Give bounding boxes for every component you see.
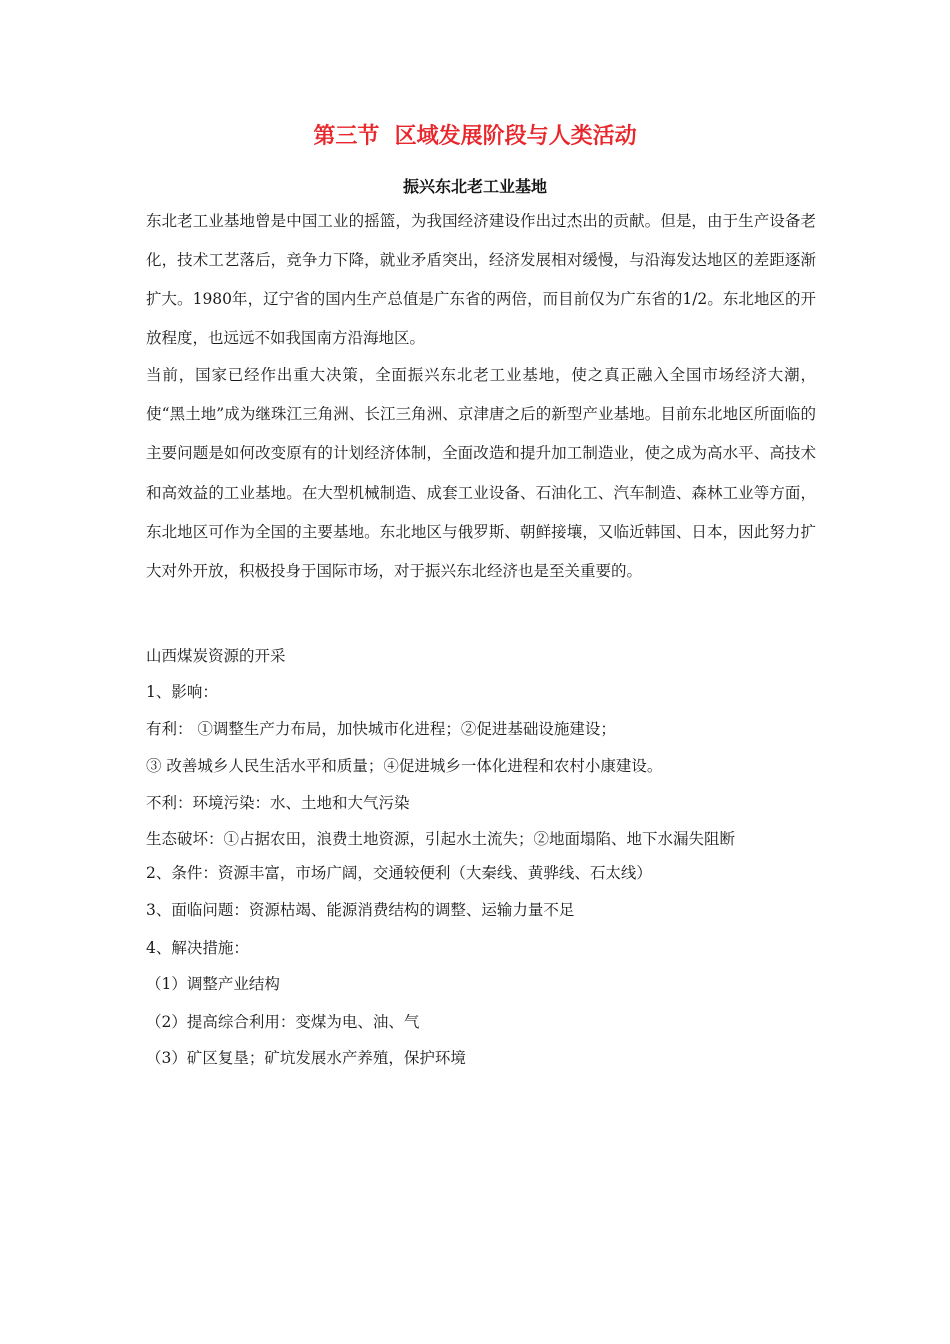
list-item: （1）调整产业结构 — [146, 975, 280, 993]
paragraph-1: 东北老工业基地曾是中国工业的摇篮，为我国经济建设作出过杰出的贡献。但是，由于生产设备老化，技术工艺落后，竞争力下降，就业矛盾突出，经济发展相对缓慢，与沿海发达地区的差距逐渐扩大。1980年，辽宁省的国内生产总值是广东省的两倍，而目前仅为广东省的1/2。东北地区的开放程度，也远远不如我国南方沿海地区。 — [146, 212, 816, 347]
list-item: 1、影响： — [146, 683, 218, 701]
section-heading-coal: 山西煤炭资源的开采 — [146, 647, 286, 665]
list-item: （2）提高综合利用：变煤为电、油、气 — [146, 1013, 420, 1031]
list-item: 有利： ①调整生产力布局，加快城市化进程；②促进基础设施建设； — [146, 720, 616, 738]
list-item: 生态破坏：①占据农田，浪费土地资源，引起水土流失；②地面塌陷、地下水漏失阻断 — [146, 830, 736, 848]
list-item: 3、面临问题：资源枯竭、能源消费结构的调整、运输力量不足 — [146, 901, 575, 919]
list-item: 2、条件：资源丰富，市场广阔，交通较便利（大秦线、黄骅线、石太线） — [146, 864, 652, 882]
list-item: （3）矿区复垦；矿坑发展水产养殖，保护环境 — [146, 1049, 466, 1067]
list-item: 4、解决措施： — [146, 939, 249, 957]
list-item: ③ 改善城乡人民生活水平和质量；④促进城乡一体化进程和农村小康建设。 — [146, 757, 663, 775]
list-item: 不利：环境污染：水、土地和大气污染 — [146, 794, 410, 812]
page-title: 第三节 区域发展阶段与人类活动 — [313, 124, 637, 149]
section-subtitle: 振兴东北老工业基地 — [402, 177, 547, 196]
paragraph-2: 当前，国家已经作出重大决策，全面振兴东北老工业基地，使之真正融入全国市场经济大潮，使“黑土地”成为继珠江三角洲、长江三角洲、京津唐之后的新型产业基地。目前东北地区所面临的主要问题是如何改变原有的计划经济体制，全面改造和提升加工制造业，使之成为高水平、高技术和高效益的工业基地。在大型机械制造、成套工业设备、石油化工、汽车制造、森林工业等方面，东北地区可作为全国的主要基地。东北地区与俄罗斯、朝鲜接壤，又临近韩国、日本，因此努力扩大对外开放，积极投身于国际市场，对于振兴东北经济也是至关重要的。 — [146, 366, 816, 581]
